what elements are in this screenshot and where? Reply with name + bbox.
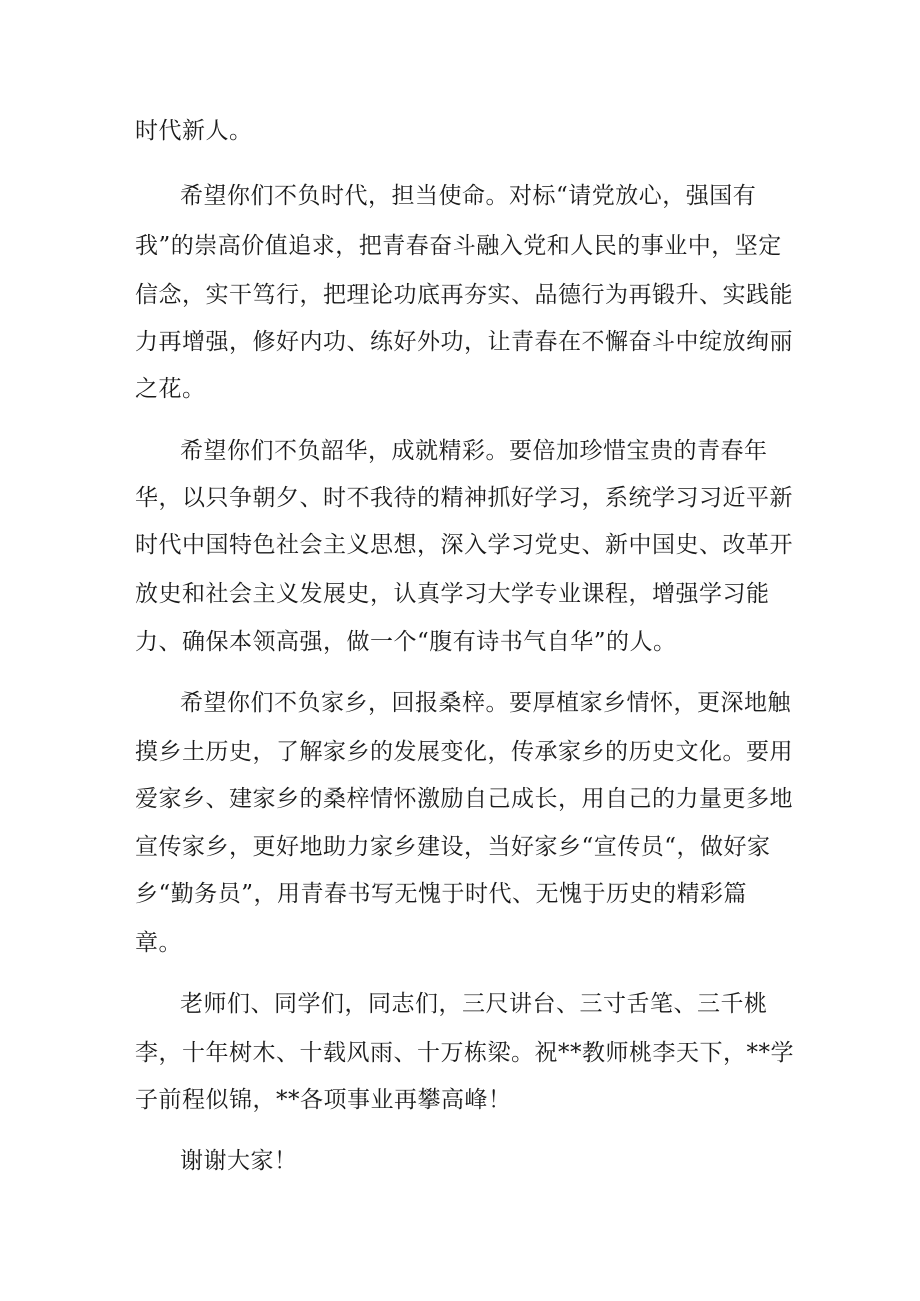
text-line: 华，以只争朝夕、时不我待的精神抓好学习，系统学习习近平新 [135, 485, 793, 511]
text-line: 力、确保本领高强，做一个“腹有诗书气自华”的人。 [135, 629, 677, 655]
text-line: 放史和社会主义发展史，认真学习大学专业课程，增强学习能 [135, 581, 770, 607]
text-line: 爱家乡、建家乡的桑梓情怀激励自己成长，用自己的力量更多地 [135, 786, 793, 812]
text-line: 子前程似锦，**各项事业再攀高峰！ [135, 1087, 512, 1113]
text-line: 李，十年树木、十载风雨、十万栋梁。祝**教师桃李天下，**学 [135, 1040, 794, 1066]
text-line: 希望你们不负韶华，成就精彩。要倍加珍惜宝贵的青春年 [180, 438, 768, 464]
text-line: 力再增强，修好内功、练好外功，让青春在不懈奋斗中绽放绚丽 [135, 329, 793, 355]
text-line: 谢谢大家！ [180, 1148, 298, 1174]
text-line: 希望你们不负家乡，回报桑梓。要厚植家乡情怀，更深地触 [180, 690, 791, 716]
text-line: 我”的崇高价值追求，把青春奋斗融入党和人民的事业中，坚定 [135, 233, 782, 259]
text-line: 宣传家乡，更好地助力家乡建设，当好家乡“宣传员“，做好家 [135, 834, 771, 860]
text-line: 老师们、同学们，同志们，三尺讲台、三寸舌笔、三千桃 [180, 991, 768, 1017]
text-line: 时代新人。 [135, 118, 253, 144]
text-line: 之花。 [135, 376, 206, 402]
text-line: 乡“勤务员”，用青春书写无愧于时代、无愧于历史的精彩篇 [135, 881, 748, 907]
text-line: 信念，实干笃行，把理论功底再夯实、品德行为再锻升、实践能 [135, 282, 793, 308]
text-line: 时代中国特色社会主义思想，深入学习党史、新中国史、改革开 [135, 532, 793, 558]
text-line: 摸乡土历史，了解家乡的发展变化，传承家乡的历史文化。要用 [135, 739, 793, 765]
text-line: 希望你们不负时代，担当使命。对标“请党放心，强国有 [180, 183, 757, 209]
text-line: 章。 [135, 930, 182, 956]
